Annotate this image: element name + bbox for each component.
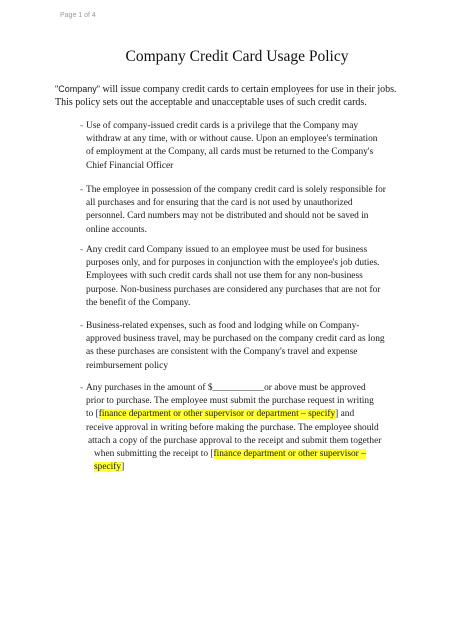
- policy-item-line: [94, 448, 386, 461]
- policy-item-text: Business-related expenses, such as food and lodging while on Company-approved business travel, may be purchased on the company credit card as long as these purchases are consistent with the Company's travel and expense reimbursement policy: [86, 321, 385, 371]
- page-number-label: Page 1 of 4: [60, 12, 96, 19]
- page-title: Company Credit Card Usage Policy: [125, 48, 349, 65]
- open-quote: ": [55, 84, 59, 94]
- line-text: ]: [121, 462, 125, 473]
- policy-item-line: prior to purchase. The employee must submit the purchase request in writing: [86, 396, 374, 407]
- policy-item-5: [80, 382, 386, 474]
- company-term: Company: [58, 84, 97, 94]
- policy-item-text: Use of company-issued credit cards is a privilege that the Company may withdraw at any time, with or without cause. Upon an employee's termination of employment at the Company, all cards must be returned to the Company's Chief Financial Officer: [86, 121, 378, 171]
- highlighted-placeholder: finance department or other supervisor –: [213, 449, 366, 460]
- bullet-marker: -: [80, 245, 84, 255]
- policy-item-line: [94, 461, 386, 474]
- intro-paragraph: [55, 83, 405, 109]
- policy-item-line: Any purchases in the amount of $___________or above must be approved: [86, 383, 366, 393]
- policy-item-1: [80, 120, 386, 173]
- line-text: to [: [86, 409, 99, 420]
- bullet-marker: -: [80, 185, 84, 195]
- policy-item-text: The employee in possession of the company credit card is solely responsible for all purchases and for ensuring that the card is not used by unauthorized personnel. Card numbers may not be distributed and should not be saved in online accounts.: [86, 185, 386, 235]
- policy-item-line: receive approval in writing before making the purchase. The employee should: [86, 422, 379, 433]
- policy-item-text: Any credit card Company issued to an employee must be used for business purposes only, and for purposes in conjunction with the employee's job duties. Employees with such credit cards shall not use them for any non-business purpose. Non-business purchases are considered any purchases that are not for the benefit of the Company.: [86, 245, 381, 308]
- highlighted-placeholder: finance department or other supervisor or department – specify: [98, 409, 336, 420]
- close-quote: ": [96, 84, 100, 94]
- policy-item-3: [80, 244, 386, 310]
- policy-item-4: [80, 320, 386, 373]
- bullet-marker: -: [80, 383, 84, 393]
- line-text: ] and: [335, 409, 355, 420]
- bullet-marker: -: [80, 321, 84, 331]
- policy-item-line: attach a copy of the purchase approval to the receipt and submit them together: [88, 435, 382, 446]
- highlighted-placeholder: specify: [94, 462, 122, 473]
- intro-text: will issue company credit cards to certain employees for use in their jobs. This policy sets out the acceptable and unacceptable uses of such credit cards.: [55, 84, 397, 108]
- line-text: when submitting the receipt to [: [94, 449, 214, 460]
- policy-item-2: [80, 184, 386, 237]
- bullet-marker: -: [80, 121, 84, 131]
- policy-item-line: [86, 408, 386, 421]
